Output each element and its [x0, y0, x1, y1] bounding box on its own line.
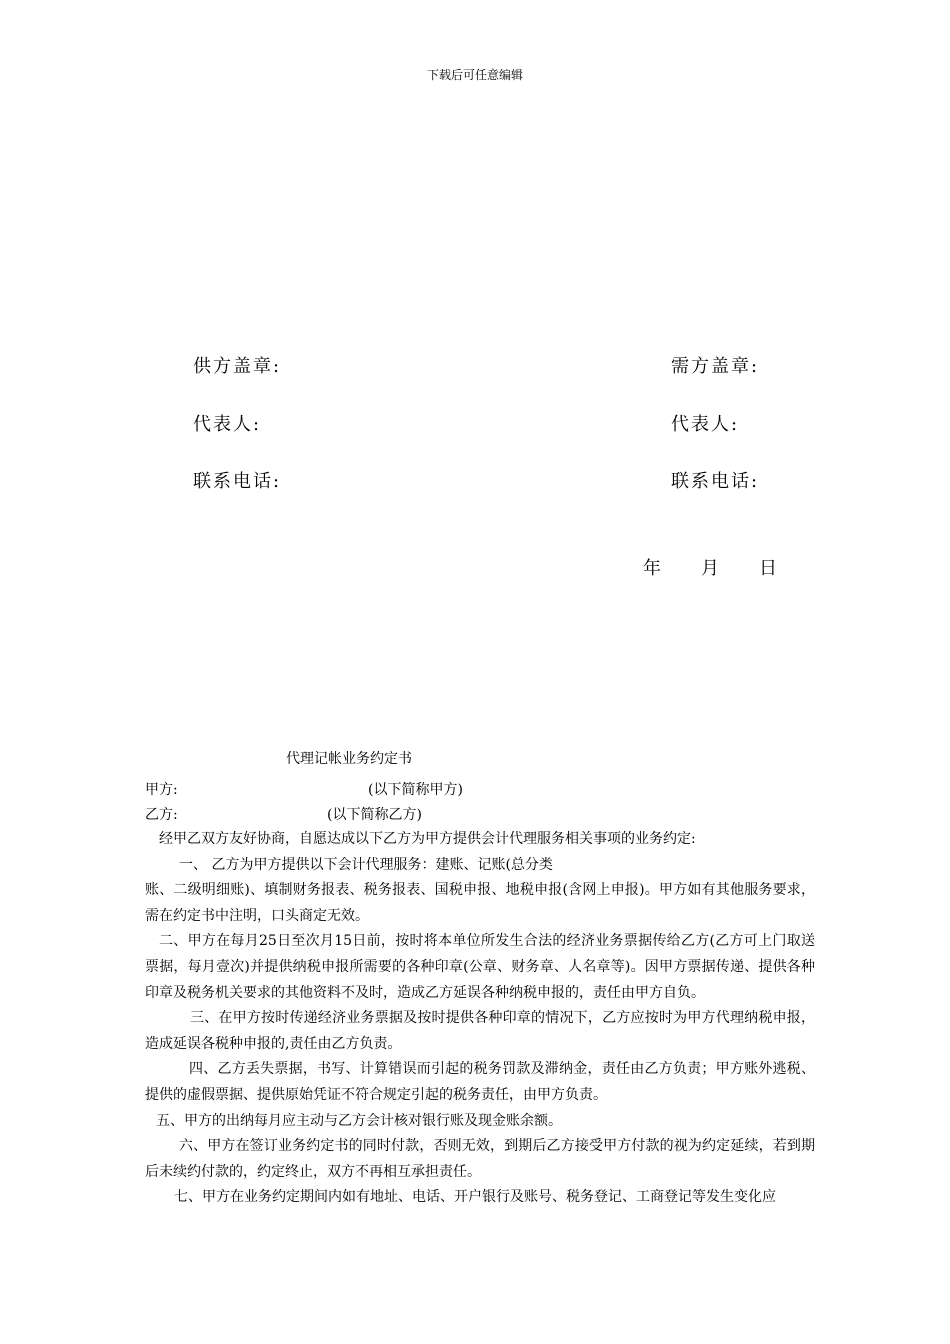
intro-paragraph: 经甲乙双方友好协商，自愿达成以下乙方为甲方提供会计代理服务相关事项的业务约定: — [159, 831, 696, 847]
party-a-abbr: (以下简称甲方) — [368, 782, 463, 798]
buyer-seal-label: 需方盖章: — [671, 356, 760, 377]
contract-body — [145, 827, 815, 1211]
signing-date — [643, 554, 777, 580]
supplier-rep-label: 代表人: — [193, 414, 262, 435]
buyer-rep-label: 代表人: — [671, 414, 740, 435]
date-day: 日 — [759, 558, 777, 579]
contract-title: 代理记帐业务约定书 — [286, 751, 412, 767]
clause-3: 三、在甲方按时传递经济业务票据及按时提供各种印章的情况下，乙方应按时为甲方代理纳税申报，造成延误各税种申报的,责任由乙方负责。 — [145, 1010, 815, 1052]
date-year: 年 — [643, 558, 661, 579]
clause-4: 四、乙方丢失票据，书写、计算错误而引起的税务罚款及滞纳金，责任由乙方负责；甲方账外逃税、提供的虚假票据、提供原始凭证不符合规定引起的税务责任，由甲方负责。 — [145, 1061, 815, 1103]
supplier-phone-label: 联系电话: — [193, 471, 282, 492]
clause-1-first-line: 一、 乙方为甲方提供以下会计代理服务：建账、记账(总分类 — [179, 856, 553, 873]
party-b-label: 乙方: — [145, 807, 178, 823]
date-month: 月 — [701, 558, 719, 579]
header-note: 下载后可任意编辑 — [426, 68, 523, 82]
party-a-line — [145, 779, 463, 799]
clause-6: 六、甲方在签订业务约定书的同时付款，否则无效，到期后乙方接受甲方付款的视为约定延续，若到期后未续约付款的，约定终止，双方不再相互承担责任。 — [145, 1138, 815, 1180]
party-b-line — [145, 804, 422, 824]
party-a-label: 甲方: — [145, 782, 178, 798]
clause-2: 二、甲方在每月25日至次月15日前，按时将本单位所发生合法的经济业务票据传给乙方(乙方可上门取送票据，每月壹次)并提供纳税申报所需要的各种印章(公章、财务章、人名章等)。因甲方票据传递、提供各种印章及税务机关要求的其他资料不及时，造成乙方延误各种纳税申报的，责任由甲方自负。 — [145, 933, 815, 1001]
buyer-phone-label: 联系电话: — [671, 471, 760, 492]
supplier-seal-label: 供方盖章: — [193, 356, 282, 377]
party-b-abbr: (以下简称乙方) — [327, 807, 422, 823]
clause-1-body: 账、二级明细账)、填制财务报表、税务报表、国税申报、地税申报(含网上申报)。甲方如有其他服务要求，需在约定书中注明，口头商定无效。 — [145, 882, 815, 924]
clause-7: 七、甲方在业务约定期间内如有地址、电话、开户银行及账号、税务登记、工商登记等发生变化应 — [174, 1189, 776, 1206]
clause-5: 五、甲方的出纳每月应主动与乙方会计核对银行账及现金账余额。 — [156, 1112, 562, 1129]
